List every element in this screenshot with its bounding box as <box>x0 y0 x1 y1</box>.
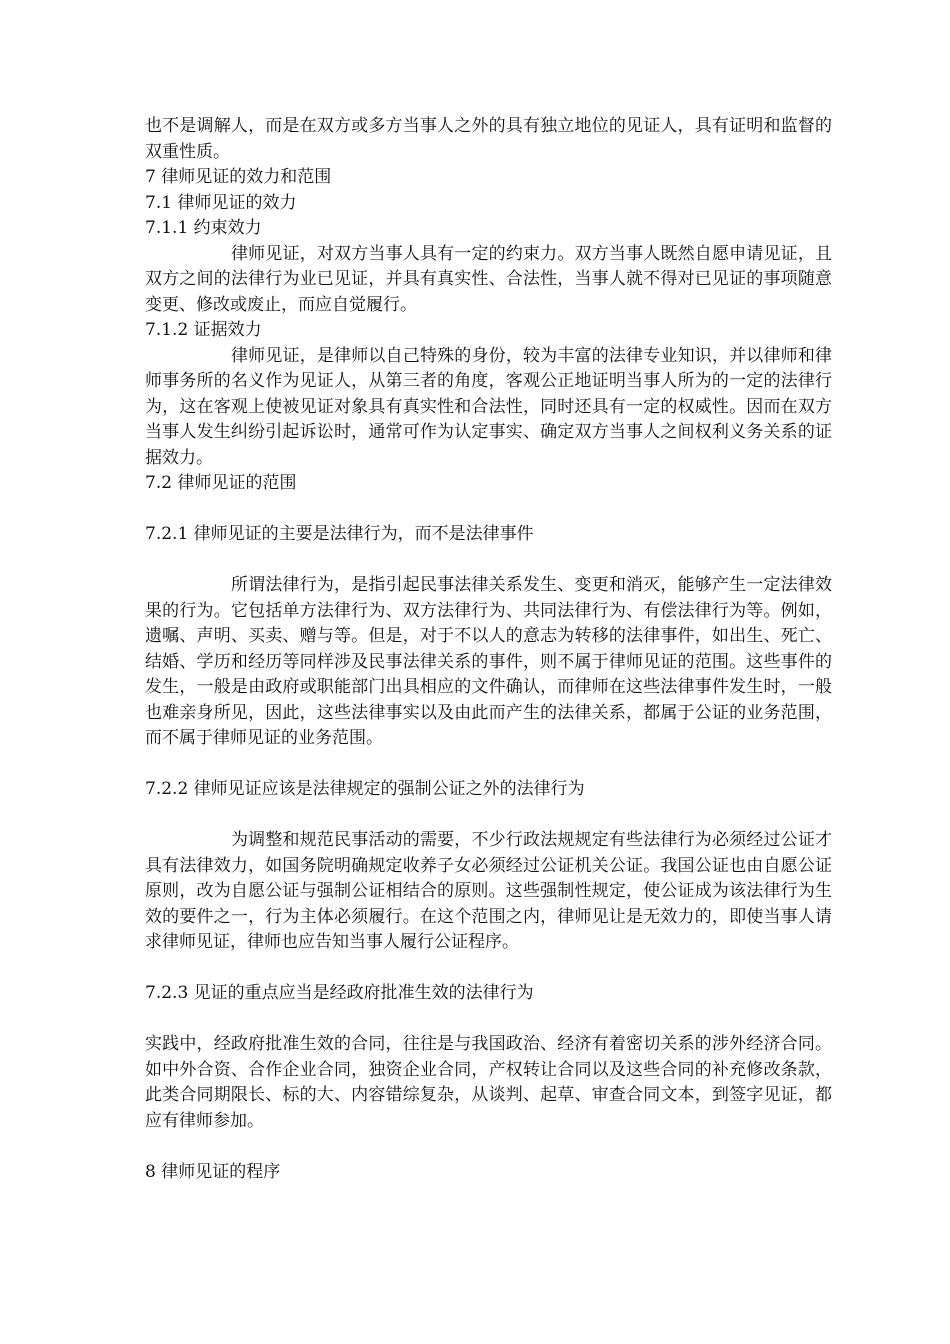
heading-section-7-2-2: 7.2.2 律师见证应该是法律规定的强制公证之外的法律行为 <box>145 779 585 799</box>
heading-section-7-2: 7.2 律师见证的范围 <box>145 473 297 493</box>
heading-section-7-2-1: 7.2.1 律师见证的主要是法律行为，而不是法律事件 <box>145 524 534 544</box>
heading-section-7-1: 7.1 律师见证的效力 <box>145 192 297 213</box>
heading-section-8: 8 律师见证的程序 <box>145 1161 281 1182</box>
paragraph-evidence-effect: 律师见证，是律师以自己特殊的身份，较为丰富的法律专业知识，并以律师和律师事务所的名义作为见证人，从第三者的角度，客观公正地证明当事人所为的一定的法律行为，这在客观上使被见证对象具有真实性和合法性，同时还具有一定的权威性。因而在双方当事人发生纠纷引起诉讼时，通常可作为认定事实、确定双方当事人之间权利义务关系的证据效力。 <box>145 345 832 468</box>
paragraph-government-approved: 实践中，经政府批准生效的合同，往往是与我国政治、经济有着密切关系的涉外经济合同。如中外合资、合作企业合同，独资企业合同，产权转让合同以及这些合同的补充修改条款，此类合同期限长、标的大、内容错综复杂，从谈判、起草、审查合同文本，到签字见证，都应有律师参加。 <box>145 1034 832 1131</box>
paragraph-continuation: 也不是调解人，而是在双方或多方当事人之外的具有独立地位的见证人，具有证明和监督的双重性质。 <box>145 116 832 162</box>
heading-section-7-1-2: 7.1.2 证据效力 <box>145 320 262 340</box>
heading-section-7-2-3: 7.2.3 见证的重点应当是经政府批准生效的法律行为 <box>145 983 534 1003</box>
paragraph-mandatory-notarization: 为调整和规范民事活动的需要，不少行政法规规定有些法律行为必须经过公证才具有法律效力，如国务院明确规定收养子女必须经过公证机关公证。我国公证也由自愿公证原则，改为自愿公证与强制公证相结合的原则。这些强制性规定，使公证成为该法律行为生效的要件之一，行为主体必须履行。在这个范围之内，律师见让是无效力的，即使当事人请求律师见证，律师也应告知当事人履行公证程序。 <box>145 830 832 952</box>
heading-section-7: 7 律师见证的效力和范围 <box>145 167 332 187</box>
paragraph-binding-effect: 律师见证，对双方当事人具有一定的约束力。双方当事人既然自愿申请见证，且双方之间的法律行为业已见证，并具有真实性、合法性，当事人就不得对已见证的事项随意变更、修改或废止，而应自觉履行。 <box>145 243 832 315</box>
heading-section-7-1-1: 7.1.1 约束效力 <box>145 218 262 238</box>
paragraph-legal-acts: 所谓法律行为，是指引起民事法律关系发生、变更和消灭，能够产生一定法律效果的行为。它包括单方法律行为、双方法律行为、共同法律行为、有偿法律行为等。例如，遗嘱、声明、买卖、赠与等。但是，对于不以人的意志为转移的法律事件，如出生、死亡、结婚、学历和经历等同样涉及民事法律关系的事件，则不属于律师见证的范围。这些事件的发生，一般是由政府或职能部门出具相应的文件确认，而律师在这些法律事件发生时，一般也难亲身所见，因此，这些法律事实以及由此而产生的法律关系，都属于公证的业务范围，而不属于律师见证的业务范围。 <box>145 575 832 748</box>
